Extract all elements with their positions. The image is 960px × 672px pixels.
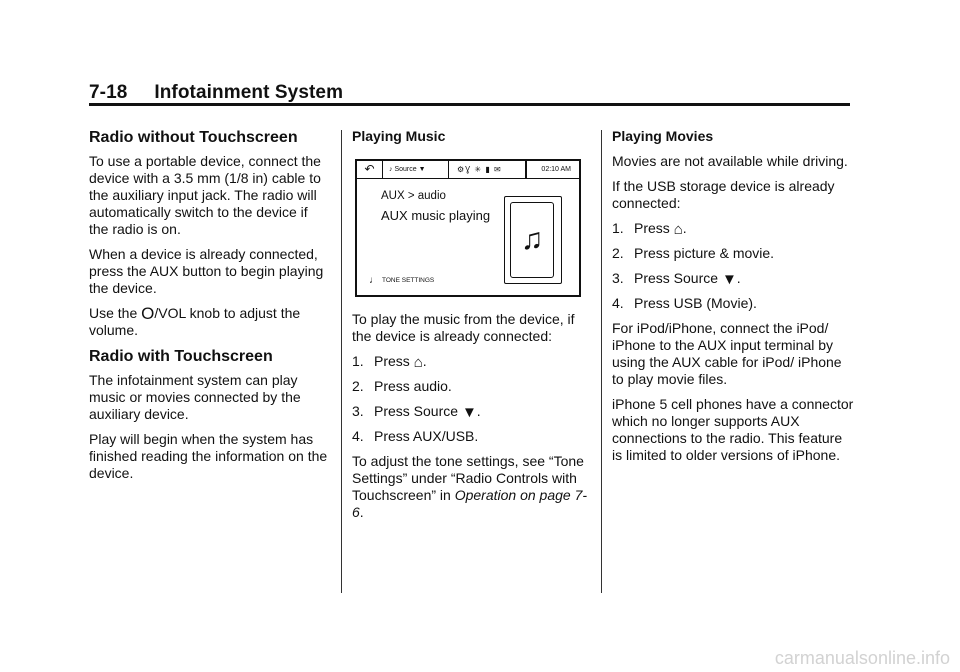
step-number: 3. — [612, 270, 624, 286]
status-icons: ⚙Ɣ ✳ ▮ ✉ — [457, 165, 502, 174]
step-text: Press Source — [374, 403, 462, 419]
music-step-2 — [352, 378, 592, 395]
page-title: 7-18 Infotainment System — [89, 82, 344, 103]
heading-radio-with-touchscreen: Radio with Touchscreen — [89, 348, 273, 365]
step-text: Press — [374, 353, 414, 369]
volume-text-pre: Use the — [89, 305, 142, 321]
back-icon: ↶ — [357, 161, 383, 178]
step-number: 2. — [352, 378, 364, 394]
movie-step-4 — [612, 295, 854, 312]
middle-column — [352, 128, 592, 529]
music-step-3 — [352, 403, 592, 420]
step-text-post: . — [476, 403, 481, 419]
screen-tone-settings — [369, 272, 434, 289]
paragraph-tone-settings-reference — [352, 453, 592, 521]
watermark: carmanualsonline.info — [774, 648, 950, 668]
movie-step-1 — [612, 220, 854, 237]
volume-text-post: /VOL knob to adjust the volume. — [89, 305, 301, 338]
step-text: Press audio. — [374, 378, 452, 394]
paragraph-usb-connected: If the USB storage device is already connected: — [612, 178, 835, 211]
aux-audio-screen-illustration — [355, 159, 581, 297]
paragraph-infotainment-play: The infotainment system can play music or movies connected by the auxiliary device. — [89, 372, 301, 422]
right-column — [612, 128, 854, 472]
paragraph-play-begin: Play will begin when the system has finished reading the information on the device. — [89, 431, 328, 481]
paragraph-volume — [89, 305, 329, 339]
screen-clock: 02:10 AM — [541, 166, 571, 173]
paragraph-aux-button: When a device is already connected, press the AUX button to begin playing the device. — [89, 246, 324, 296]
step-number: 1. — [612, 220, 624, 236]
tone-note-post: . — [359, 504, 364, 520]
paragraph-ipod-iphone: For iPod/iPhone, connect the iPod/ iPhone to the AUX input terminal by using the AUX cable for iPod/ iPhone to play movie files. — [612, 320, 842, 387]
header-rule — [89, 103, 850, 106]
step-number: 3. — [352, 403, 364, 419]
source-down-arrow-icon: ▼ — [461, 404, 477, 421]
column-divider-right — [601, 130, 602, 593]
step-text: Press USB (Movie). — [634, 295, 757, 311]
movie-step-2 — [612, 245, 854, 262]
step-text-post: . — [736, 270, 741, 286]
heading-playing-music: Playing Music — [352, 128, 446, 144]
tone-note-text: To adjust the tone settings, see “Tone Settings” under “Radio Controls with Touchscreen” in — [352, 453, 584, 503]
tone-settings-label: TONE SETTINGS — [382, 277, 435, 284]
step-text-post: . — [422, 353, 427, 369]
home-icon: ⌂ — [413, 354, 423, 371]
heading-playing-movies: Playing Movies — [612, 128, 714, 144]
movie-step-3 — [612, 270, 854, 287]
screen-aux-audio-label: AUX > audio — [381, 190, 446, 202]
step-text: Press AUX/USB. — [374, 428, 479, 444]
screen-source-label: ♪ Source ▼ — [383, 161, 449, 178]
step-number: 4. — [352, 428, 364, 444]
step-number: 2. — [612, 245, 624, 261]
step-text: Press picture & movie. — [634, 245, 775, 261]
music-step-1 — [352, 353, 592, 370]
operation-page-reference: Operation on page 7-6 — [352, 487, 588, 520]
music-note-icon: ♫ — [510, 202, 554, 278]
tone-icon: ♩ — [369, 275, 379, 286]
step-text: Press — [634, 220, 674, 236]
paragraph-movies-not-available: Movies are not available while driving. — [612, 153, 848, 169]
home-icon: ⌂ — [673, 221, 683, 238]
step-number: 1. — [352, 353, 364, 369]
power-knob-icon: O — [141, 304, 155, 323]
screen-aux-music-playing: AUX music playing — [381, 208, 491, 223]
paragraph-portable-device: To use a portable device, connect the device with a 3.5 mm (1/8 in) cable to the auxiliary input jack. The radio will automatically switch to the device if the radio is on. — [89, 153, 321, 237]
paragraph-play-music-intro: To play the music from the device, if the device is already connected: — [352, 311, 575, 344]
music-step-4 — [352, 428, 592, 445]
column-divider-left — [341, 130, 342, 593]
step-text: Press Source — [634, 270, 722, 286]
heading-radio-without-touchscreen: Radio without Touchscreen — [89, 129, 298, 146]
screen-top-bar — [357, 161, 579, 179]
step-text-post: . — [682, 220, 687, 236]
paragraph-iphone-5: iPhone 5 cell phones have a connector which no longer supports AUX connections to the radio. This feature is limited to older versions of iPhone. — [612, 396, 854, 463]
album-art-frame — [504, 196, 562, 284]
step-number: 4. — [612, 295, 624, 311]
screen-bar-separator — [525, 161, 527, 178]
left-column — [89, 128, 329, 490]
source-down-arrow-icon: ▼ — [721, 271, 737, 288]
